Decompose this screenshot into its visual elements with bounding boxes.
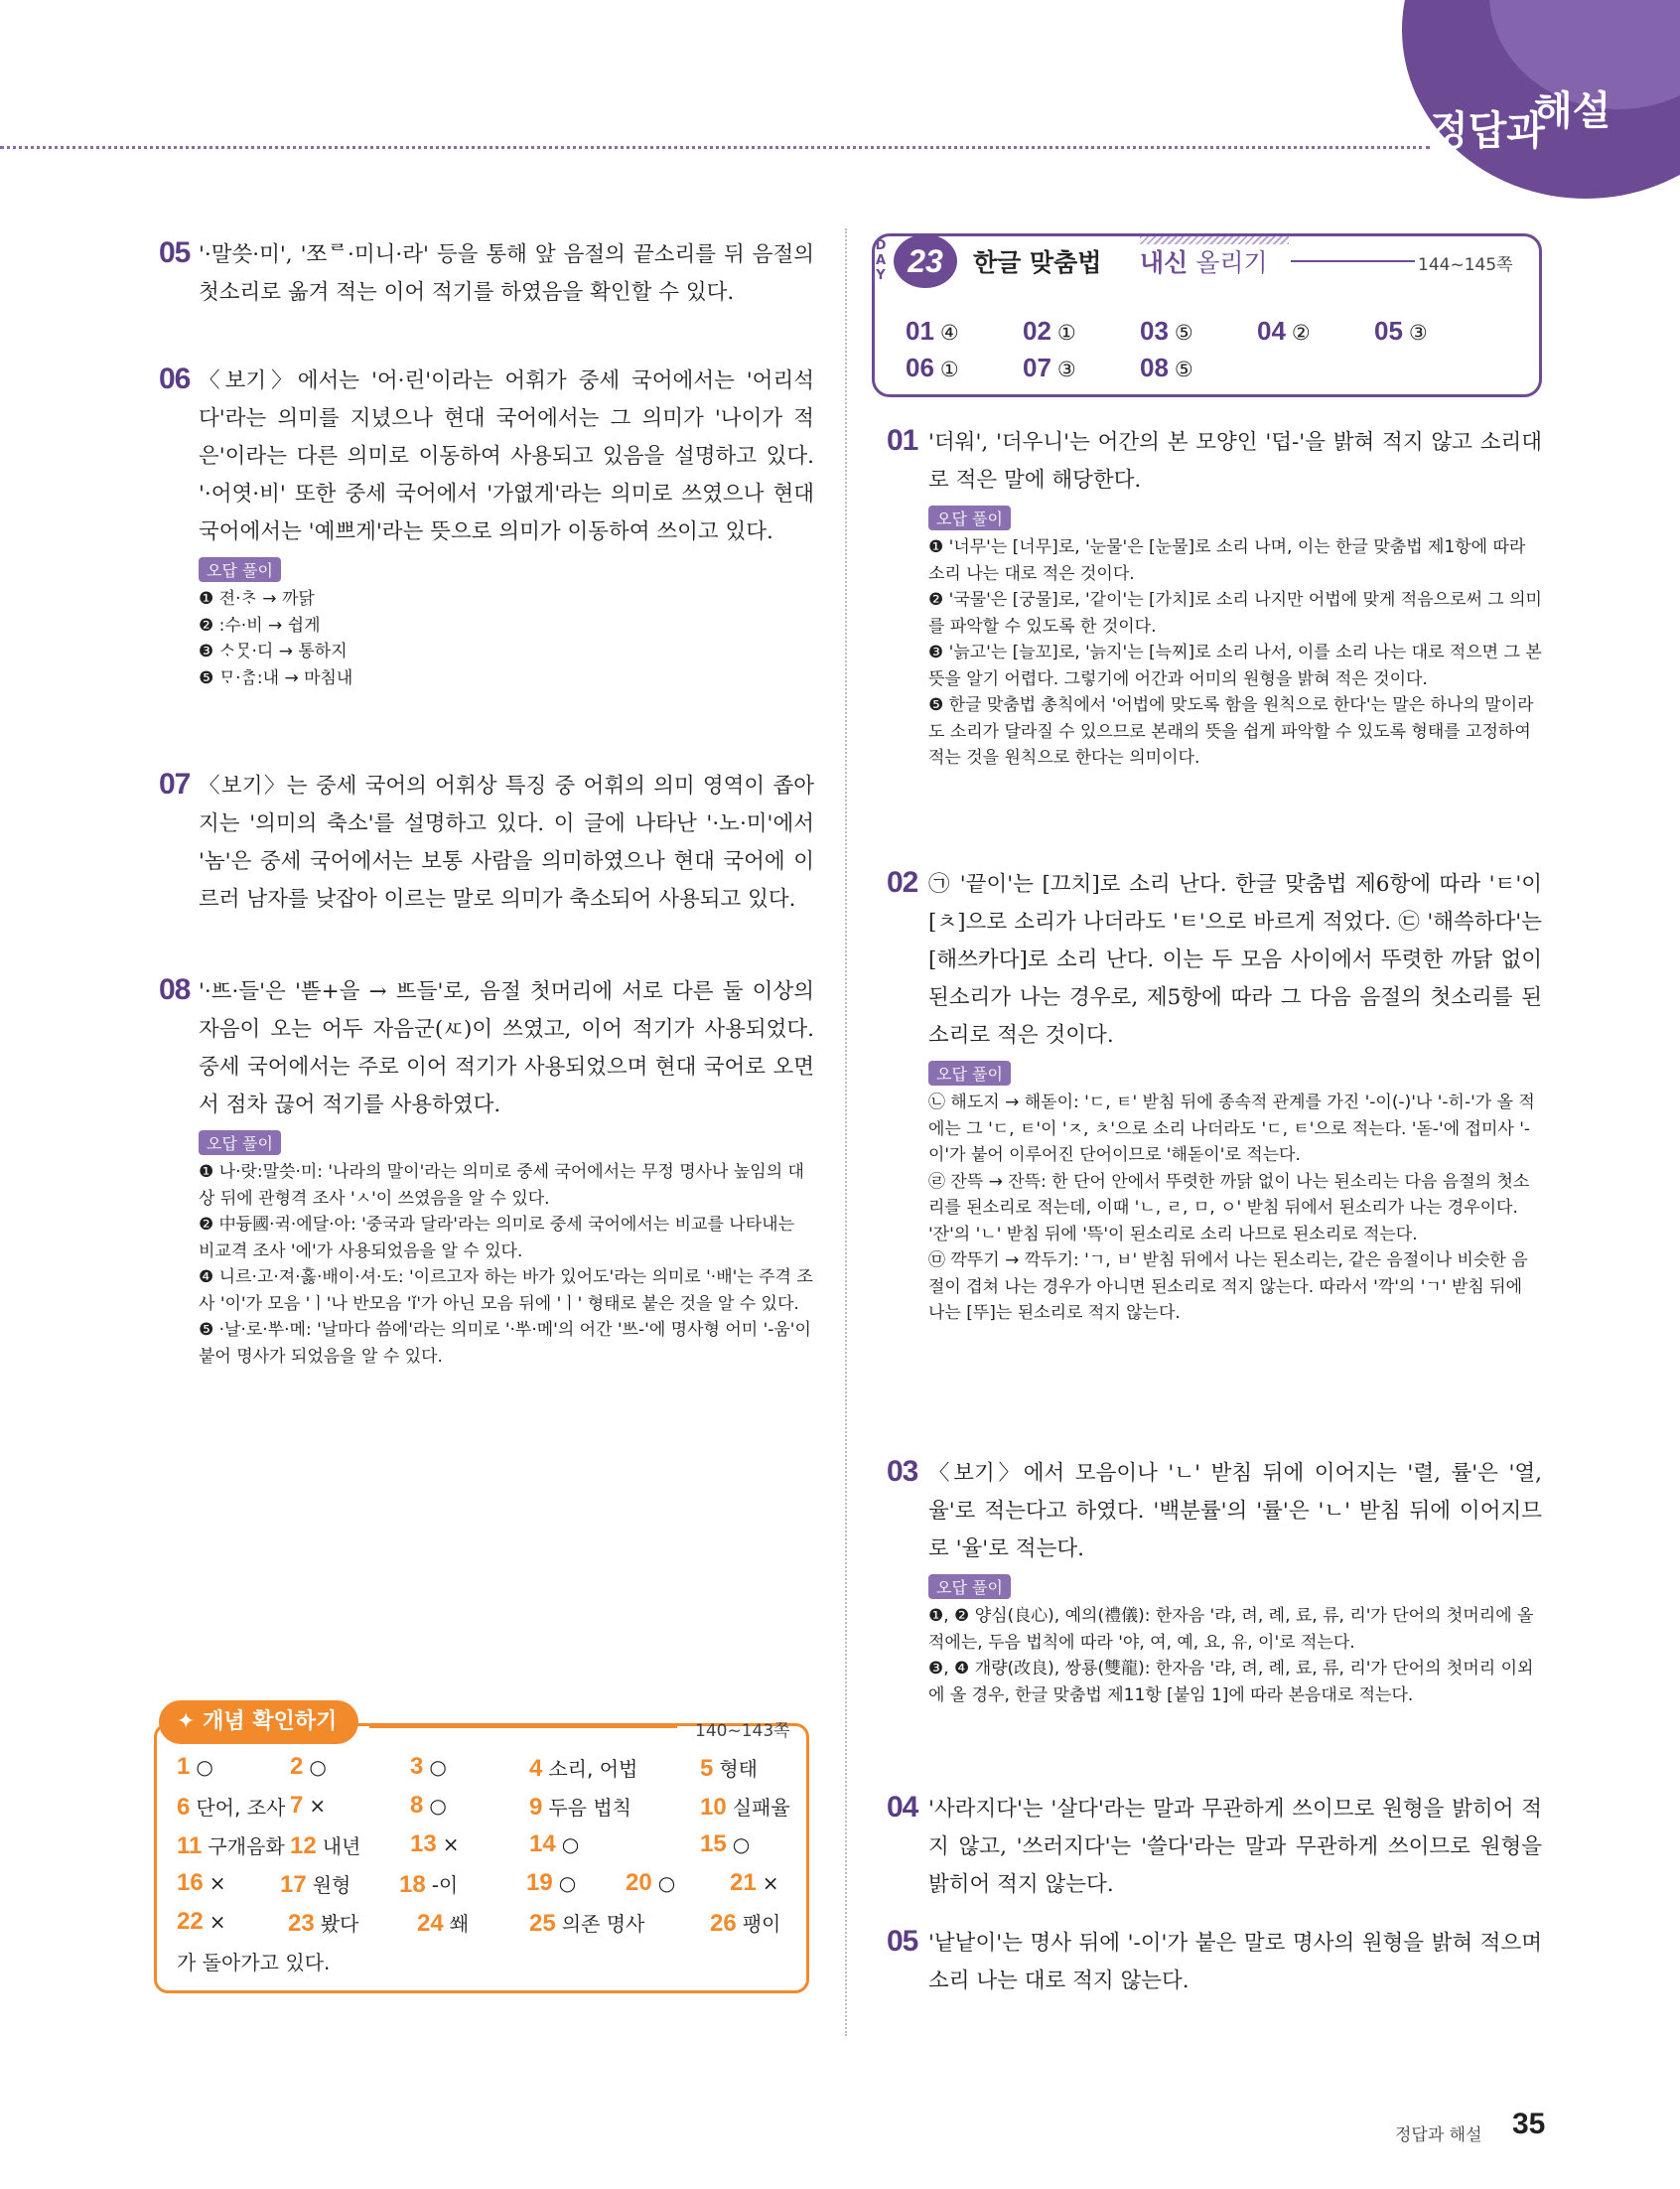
wrong-answer-notes bbox=[887, 502, 1542, 772]
concept-answer-number: 7 bbox=[290, 1792, 304, 1819]
concept-answer bbox=[700, 1830, 750, 1858]
concept-answer-number: 4 bbox=[529, 1755, 543, 1782]
concept-answer-value: 팽이 bbox=[742, 1912, 781, 1936]
concept-answer bbox=[700, 1753, 758, 1783]
left-answer-06 bbox=[159, 363, 814, 691]
answer-text: 〈보기〉에서는 '어·린'이라는 어휘가 중세 국어에서는 '어리석다'라는 의미를 지녔으나 현대 국어에서는 그 의미가 '나이가 적은'이라는 다른 의미로 이동하여 사용되고 있음을 설명하고 있다. '·어엿·비' 또한 중세 국어에서 '가엾게'라는 의미로 쓰였으나 현대 국어에서는 '예쁘게'라는 뜻으로 의미가 이동하여 쓰이고 있다. bbox=[199, 368, 814, 544]
concept-answer-number: 24 bbox=[417, 1910, 444, 1937]
day-rule bbox=[1291, 260, 1415, 262]
day-answer-number: 03 bbox=[1140, 316, 1169, 346]
concept-answer-number: 22 bbox=[177, 1908, 204, 1935]
column-divider bbox=[845, 228, 847, 2036]
concept-answer-value: 내년 bbox=[322, 1834, 361, 1858]
concept-answer-number: 14 bbox=[529, 1830, 556, 1857]
note-item: ❺ 한글 맞춤법 총칙에서 '어법에 맞도록 함을 원칙으로 한다'는 말은 하나의 말이라도 소리가 달라질 수 있으므로 본래의 뜻을 쉽게 파악할 수 있도록 형태를 고정하여 적는 것을 원칙으로 한다는 의미이다. bbox=[928, 695, 1534, 768]
concept-answer-value: ○ bbox=[429, 1794, 447, 1818]
day-page-range: 144~145쪽 bbox=[1418, 255, 1513, 275]
wrong-answer-notes bbox=[159, 553, 814, 691]
answer-number: 01 bbox=[887, 424, 918, 457]
day-answer bbox=[1023, 353, 1076, 383]
day-answer-value: ① bbox=[939, 358, 959, 381]
concept-answer-value: 원형 bbox=[312, 1873, 351, 1897]
concept-answer bbox=[529, 1830, 579, 1858]
concept-answer-value: 실패율 bbox=[732, 1796, 790, 1820]
concept-answer-value: 구개음화 bbox=[208, 1834, 285, 1858]
day-answer bbox=[906, 353, 959, 383]
concept-answer-value: ○ bbox=[196, 1755, 213, 1779]
concept-answer-value: × bbox=[309, 1794, 327, 1818]
concept-answer bbox=[177, 1869, 225, 1897]
answer-number: 05 bbox=[887, 1925, 918, 1958]
concept-answer-value: ○ bbox=[429, 1755, 447, 1779]
right-answer-04 bbox=[887, 1791, 1542, 1904]
note-item: ❸ ᄉᆞᄆᆞᆺ·디 → 통하지 bbox=[199, 642, 348, 661]
concept-answer-number: 5 bbox=[700, 1755, 714, 1782]
note-item: ❹ 니르·고·져·홇·배이·셔·도: '이르고자 하는 바가 있어도'라는 의미로 '·배'는 주격 조사 '이'가 모음 'ㅣ'나 반모음 'ǐ'가 아닌 모음 뒤에 'ㅣ' 형태로 붙은 것을 알 수 있다. bbox=[199, 1267, 813, 1314]
footer-label: 정답과 해설 bbox=[1395, 2125, 1482, 2145]
concept-rule bbox=[369, 1726, 677, 1728]
concept-answer-value: × bbox=[762, 1871, 779, 1895]
note-item: ❸, ❹ 개량(改良), 쌍룡(雙龍): 한자음 '랴, 려, 례, 료, 류, 리'가 단어의 첫머리 이외에 올 경우, 한글 맞춤법 제11항 [붙임 1]에 따라 본음대로 적는다. bbox=[928, 1659, 1534, 1705]
concept-answer-number: 21 bbox=[730, 1869, 757, 1896]
concept-answer-value: 쐐 bbox=[449, 1912, 470, 1936]
note-item: ❺ ·날·로·ᄡᅮ·메: '날마다 씀에'라는 의미로 '·ᄡᅮ·메'의 어간 'ᄡᅳ-'에 명사형 어미 '-움'이 붙어 명사가 되었음을 알 수 있다. bbox=[199, 1320, 811, 1367]
answer-text: ㉠ '끝이'는 [끄치]로 소리 난다. 한글 맞춤법 제6항에 따라 'ㅌ'이 [ㅊ]으로 소리가 나더라도 'ㅌ'으로 바르게 적었다. ㉢ '해쓱하다'는 [해쓰카다]로 소리 난다. 이는 두 모음 사이에서 뚜렷한 까닭 없이 된소리가 나는 경우로, 제5항에 따라 그 다음 음절의 첫소리를 된소리로 적은 것이다. bbox=[928, 872, 1542, 1048]
day-answer bbox=[1140, 316, 1193, 347]
day-answer-number: 05 bbox=[1374, 316, 1403, 346]
day-answer-value: ⑤ bbox=[1174, 358, 1193, 381]
answer-text: '더워', '더우니'는 어간의 본 모양인 '덥-'을 밝혀 적지 않고 소리대로 적은 말에 해당한다. bbox=[928, 430, 1542, 493]
concept-answer-number: 13 bbox=[410, 1830, 437, 1857]
concept-answer-number: 11 bbox=[177, 1832, 203, 1859]
day-answer bbox=[1374, 316, 1428, 347]
header-title-part1: 정답과 bbox=[1430, 108, 1545, 154]
day-answer-value: ④ bbox=[939, 321, 959, 345]
right-answer-02 bbox=[887, 866, 1542, 1327]
concept-check-tab: ✦ 개념 확인하기 bbox=[159, 1700, 358, 1744]
day-answer-number: 01 bbox=[906, 316, 934, 346]
note-item: ㉡ 해도지 → 해돋이: 'ㄷ, ㅌ' 받침 뒤에 종속적 관계를 가진 '-이(-)'나 '-히-'가 올 적에는 그 'ㄷ, ㅌ'이 'ㅈ, ㅊ'으로 소리 나더라도 'ㄷ, ㅌ'으로 적는다. '돋-'에 접미사 '-이'가 붙어 이루어진 단어이므로 '해돋이'로 적는다. bbox=[928, 1093, 1535, 1165]
concept-answer-number: 25 bbox=[529, 1910, 556, 1937]
concept-answer bbox=[529, 1792, 631, 1822]
day-answer bbox=[906, 316, 959, 347]
day-answer-number: 08 bbox=[1140, 353, 1169, 382]
day-tag-text: D A Y bbox=[875, 238, 887, 283]
answer-text: '·ᄠᅳ·들'은 'ᄠᅳᆮ+을 → ᄠᅳ들'로, 음절 첫머리에 서로 다른 둘 이상의 자음이 오는 어두 자음군(ㅼ)이 쓰였고, 이어 적기가 사용되었다. 중세 국어에서는 주로 이어 적기가 사용되었으며 현대 국어로 오면서 점차 끊어 적기를 사용하였다. bbox=[199, 979, 814, 1117]
note-item: ❷ :수·비 → 쉽게 bbox=[199, 615, 321, 636]
wrong-answer-badge: 오답 풀이 bbox=[199, 1130, 281, 1155]
answer-number: 06 bbox=[159, 363, 191, 395]
concept-answer bbox=[177, 1792, 285, 1822]
note-item: ❶ '너무'는 [너무]로, '눈물'은 [눈물]로 소리 나며, 이는 한글 맞춤법 제1항에 따라 소리 나는 대로 적은 것이다. bbox=[928, 537, 1526, 584]
concept-answer bbox=[177, 1753, 213, 1781]
concept-answer bbox=[417, 1908, 469, 1938]
concept-answer-value: 단어, 조사 bbox=[196, 1796, 286, 1820]
day-number-badge: 23 bbox=[894, 234, 957, 288]
answer-number: 08 bbox=[159, 973, 191, 1006]
day-subtitle-bold: 내신 bbox=[1140, 248, 1189, 277]
concept-answer-number: 18 bbox=[399, 1871, 426, 1898]
concept-answer-number: 17 bbox=[280, 1871, 307, 1898]
concept-answer-number: 9 bbox=[529, 1794, 543, 1821]
concept-answer bbox=[290, 1792, 326, 1820]
concept-answer-value: ○ bbox=[732, 1832, 751, 1856]
note-item: ❶, ❷ 양심(良心), 예의(禮儀): 한자음 '랴, 려, 례, 료, 류, 리'가 단어의 첫머리에 올 적에는, 두음 법칙에 따라 '야, 여, 예, 요, 유, 이'로 적는다. bbox=[928, 1606, 1534, 1653]
left-answer-08 bbox=[159, 973, 814, 1370]
wrong-answer-badge: 오답 풀이 bbox=[928, 1574, 1011, 1599]
header-title-part2: 해설 bbox=[1534, 88, 1611, 134]
concept-answer-number: 16 bbox=[177, 1869, 204, 1896]
concept-answer-number: 20 bbox=[626, 1869, 652, 1896]
concept-answer-number: 6 bbox=[177, 1794, 191, 1821]
answer-text: '·말씃·미', '쪼ᄅ·미니·라' 등을 통해 앞 음절의 끝소리를 뒤 음절의 첫소리로 옮겨 적는 이어 적기를 하였음을 확인할 수 있다. bbox=[199, 242, 814, 305]
concept-answer-number: 26 bbox=[710, 1910, 737, 1937]
concept-answer bbox=[529, 1908, 644, 1938]
concept-answer-number: 1 bbox=[177, 1753, 191, 1780]
note-item: ❸ '늙고'는 [늘꼬]로, '늙지'는 [늑찌]로 소리 나서, 이를 소리 나는 대로 적으면 그 본뜻을 알기 어렵다. 그렇기에 어간과 어미의 원형을 밝혀 적은 것이다. bbox=[928, 643, 1542, 689]
note-item: ❷ '국물'은 [궁물]로, '같이'는 [가치]로 소리 나지만 어법에 맞게 적음으로써 그 의미를 파악할 수 있도록 한 것이다. bbox=[928, 590, 1542, 637]
day-answer-value: ① bbox=[1056, 321, 1076, 345]
note-item: ❷ 中듕國·귁·에달·아: '중국과 달라'라는 의미로 중세 국어에서는 비교를 나타내는 비교격 조사 '에'가 사용되었음을 알 수 있다. bbox=[199, 1215, 794, 1261]
concept-answer-value: 소리, 어법 bbox=[548, 1757, 638, 1781]
concept-answer bbox=[730, 1869, 778, 1897]
concept-answer bbox=[290, 1753, 327, 1781]
concept-answer bbox=[177, 1908, 225, 1936]
concept-answer bbox=[526, 1869, 576, 1897]
concept-answer-number: 15 bbox=[700, 1830, 727, 1857]
concept-answer bbox=[177, 1830, 285, 1860]
wrong-answer-badge: 오답 풀이 bbox=[199, 557, 281, 582]
note-item: ㉤ 깍뚜기 → 깍두기: 'ㄱ, ㅂ' 받침 뒤에서 나는 된소리는, 같은 음절이나 비슷한 음절이 겹쳐 나는 경우가 아니면 된소리로 적지 않는다. 따라서 '깍'의 'ㄱ' 받침 뒤에 나는 [뚜]는 된소리로 적지 않는다. bbox=[928, 1250, 1528, 1323]
right-answer-05 bbox=[887, 1925, 1542, 2000]
concept-answer bbox=[410, 1830, 459, 1858]
note-item: ㉣ 잔뜩 → 잔뜩: 한 단어 안에서 뚜렷한 까닭 없이 나는 된소리는 다음 음절의 첫소리를 된소리로 적는데, 이때 'ㄴ, ㄹ, ㅁ, ㅇ' 받침 뒤에서 된소리가 나는 경우이다. '잔'의 'ㄴ' 받침 뒤에 '뜩'이 된소리로 소리 나므로 된소리로 적는다. bbox=[928, 1171, 1530, 1244]
right-answer-01 bbox=[887, 424, 1542, 772]
answer-text: 〈보기〉에서 모음이나 'ㄴ' 받침 뒤에 이어지는 '렬, 률'은 '열, 율'로 적는다고 하였다. '백분률'의 '률'은 'ㄴ' 받침 뒤에 이어지므로 '율'로 적는다. bbox=[928, 1461, 1542, 1561]
answer-text: 〈보기〉는 중세 국어의 어휘상 특징 중 어휘의 의미 영역이 좁아지는 '의미의 축소'를 설명하고 있다. 이 글에 나타난 '·노·미'에서 '놈'은 중세 국어에서는 보통 사람을 의미하였으나 현대 국어에 이르러 남자를 낮잡아 이르는 말로 의미가 축소되어 사용되고 있다. bbox=[199, 774, 814, 912]
page-number: 35 bbox=[1512, 2108, 1546, 2140]
day-answer-value: ③ bbox=[1408, 321, 1428, 345]
concept-page-range: 140~143쪽 bbox=[695, 1721, 790, 1741]
concept-answer-value: × bbox=[442, 1832, 460, 1856]
day-title: 한글 맞춤법 bbox=[973, 248, 1102, 277]
concept-answer bbox=[410, 1792, 447, 1820]
right-answer-03 bbox=[887, 1455, 1542, 1708]
day-subtitle-rest: 올리기 bbox=[1188, 248, 1268, 277]
concept-answer-number: 23 bbox=[288, 1910, 315, 1937]
note-item: ❺ ᄆᆞ·ᄎᆞᆷ:내 → 마침내 bbox=[199, 667, 353, 688]
day-answer bbox=[1257, 316, 1311, 347]
answer-number: 02 bbox=[887, 866, 918, 899]
concept-answer bbox=[280, 1869, 350, 1899]
answer-number: 05 bbox=[159, 236, 191, 269]
concept-answer bbox=[529, 1753, 637, 1783]
day-subtitle bbox=[1140, 243, 1268, 279]
concept-answer-value: ○ bbox=[657, 1871, 676, 1895]
answer-number: 04 bbox=[887, 1791, 918, 1824]
concept-answer-value: ○ bbox=[561, 1832, 580, 1856]
concept-answer bbox=[288, 1908, 358, 1938]
wrong-answer-notes bbox=[887, 1057, 1542, 1327]
concept-answer bbox=[399, 1869, 458, 1899]
answer-number: 03 bbox=[887, 1455, 918, 1488]
concept-answer bbox=[626, 1869, 675, 1897]
day-answer-value: ③ bbox=[1056, 358, 1076, 381]
concept-answer-value: 두음 법칙 bbox=[548, 1796, 631, 1820]
day-answer bbox=[1023, 316, 1076, 347]
wrong-answer-badge: 오답 풀이 bbox=[928, 1061, 1011, 1086]
concept-answer-number: 2 bbox=[290, 1753, 304, 1780]
concept-answer-value: 봤다 bbox=[320, 1912, 359, 1936]
note-item: ❶ 나·랏:말씃·미: '나라의 말이'라는 의미로 중세 국어에서는 무정 명사나 높임의 대상 뒤에 관형격 조사 'ㅅ'이 쓰였음을 알 수 있다. bbox=[199, 1162, 804, 1209]
wrong-answer-notes bbox=[159, 1126, 814, 1370]
day-answer-number: 06 bbox=[906, 353, 934, 382]
day-tag bbox=[870, 238, 892, 283]
note-item: ❶ 젼·ᄎᆞ → 까닭 bbox=[199, 589, 315, 609]
concept-answer-number: 10 bbox=[700, 1794, 727, 1821]
wrong-answer-badge: 오답 풀이 bbox=[928, 506, 1011, 530]
left-answer-05 bbox=[159, 236, 814, 312]
left-answer-07 bbox=[159, 768, 814, 919]
day-answer-number: 04 bbox=[1257, 316, 1286, 346]
concept-answer-value: ○ bbox=[558, 1871, 577, 1895]
concept-answer-number: 19 bbox=[526, 1869, 553, 1896]
concept-answer-number: 12 bbox=[290, 1832, 317, 1859]
concept-answer-value: -이 bbox=[431, 1873, 459, 1897]
answer-text: '사라지다'는 '살다'라는 말과 무관하게 쓰이므로 원형을 밝히어 적지 않고, '쓰러지다'는 '쓸다'라는 말과 무관하게 쓰이므로 원형을 밝히어 적지 않는다. bbox=[928, 1797, 1542, 1897]
day-answer-number: 07 bbox=[1023, 353, 1051, 382]
day-answer bbox=[1140, 353, 1193, 383]
concept-answer bbox=[290, 1830, 360, 1860]
concept-answer-value: × bbox=[209, 1871, 226, 1895]
concept-answer bbox=[700, 1792, 790, 1822]
header-dotted-rule bbox=[0, 146, 1430, 149]
concept-answer-tail: 가 돌아가고 있다. bbox=[177, 1951, 331, 1974]
concept-answer-number: 3 bbox=[410, 1753, 424, 1780]
concept-answer bbox=[710, 1908, 780, 1938]
concept-answer-value: ○ bbox=[309, 1755, 327, 1779]
answer-number: 07 bbox=[159, 768, 191, 801]
answer-text: '낱낱이'는 명사 뒤에 '-이'가 붙은 말로 명사의 원형을 밝혀 적으며 소리 나는 대로 적지 않는다. bbox=[928, 1931, 1542, 1993]
day-answer-value: ⑤ bbox=[1174, 321, 1193, 345]
concept-answer-value: × bbox=[209, 1910, 226, 1934]
concept-answer-number: 8 bbox=[410, 1792, 424, 1819]
day-answer-number: 02 bbox=[1023, 316, 1051, 346]
concept-answer bbox=[410, 1753, 447, 1781]
concept-answer-value: 의존 명사 bbox=[561, 1912, 645, 1936]
wrong-answer-notes bbox=[887, 1570, 1542, 1708]
concept-answer-value: 형태 bbox=[719, 1757, 758, 1781]
day-answer-value: ② bbox=[1291, 321, 1311, 345]
